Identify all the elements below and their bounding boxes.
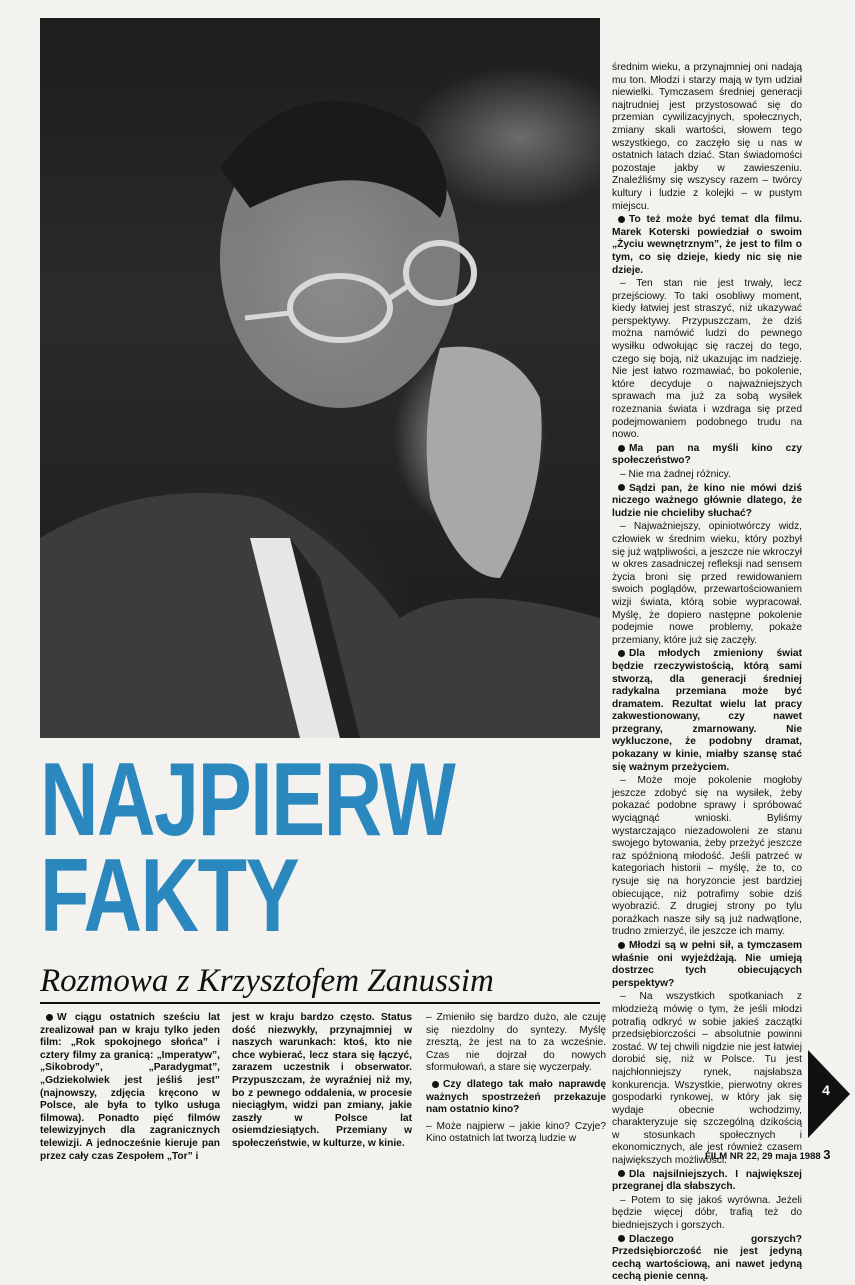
intro-column-1 [40, 1012, 220, 1163]
question-text: Dla najsilniejszych. I największej przegranej dla słabszych. [612, 1168, 802, 1193]
question-text: Dla młodych zmieniony świat będzie rzeczywistością, którą sami stworzą, dla generacji średniej radykalna przemiana może być dramatem. Rezultat wielu lat pracy zakwestionowany, czy nawet przegrany, zmarnowany. Nie wykluczone, że podobny dramat, pokazany w kinie, miałby szansę stać się ważnym przeżyciem. [612, 648, 802, 773]
right-para-7: – Potem to się jakoś wyrówna. Jeżeli będzie więcej dóbr, trafią też do biedniejszych i gorszych. [612, 1194, 802, 1232]
right-question-4 [612, 648, 802, 774]
question-text: Młodzi są w pełni sił, a tymczasem właśnie oni wyjeżdżają. Nie umieją dostrzec tych obiecujących perspektyw? [612, 939, 802, 989]
bullet-icon [618, 650, 625, 657]
bullet-icon [432, 1081, 439, 1088]
right-para-1: średnim wieku, a przynajmniej oni nadają mu ton. Młodzi i starzy mają w tym udział niewielki. Tymczasem średniej generacji najtrudniej jest przystosować się do przemian cywilizacyjnych, społecznych, zmiany skali wartości, słowem tego wszystkiego, co zaczęło się u nas w ostatnich latach dziać. Stan świadomości pozostaje jakby w zawieszeniu. Znaleźliśmy się wszyscy razem – twórcy kultury i ludzie z kolejki – w pustym miejscu. [612, 62, 802, 212]
question-text: Ma pan na myśli kino czy społeczeństwo? [612, 442, 802, 467]
bullet-icon [618, 484, 625, 491]
article-right-column [612, 62, 802, 1285]
bullet-icon [618, 216, 625, 223]
question-text: Dlaczego gorszych? Przedsiębiorczość nie jest jedyną cechą wartościową, ani nawet jedyną cechą pienie cenną. [612, 1233, 802, 1283]
page-tab-number: 4 [822, 1082, 830, 1098]
intro-text-1: W ciągu ostatnich sześciu lat zrealizował pan w kraju tylko jeden film: „Rok spokojnego słońca” i cztery filmy za granicą: „Imperatyw”, „Sikobrody”, „Paradygmat”, „Gdziekolwiek jest jeśliś jest” (najnowszy, zdjęcia kręcono w Polsce, ale była to tylko usługa filmowa). Ponadto pięć filmów telewizyjnych dla zagranicznych telewizji. A jednocześnie kieruje pan przez cały czas Zespołem „Tor” i [40, 1012, 220, 1162]
answer-para-2: – Może najpierw – jakie kino? Czyje? Kino ostatnich lat tworzą ludzie w [426, 1120, 606, 1145]
intro-para-2: jest w kraju bardzo często. Status dość niezwykły, przynajmniej w naszych warunkach: ktoś, kto nie chce wybierać, lecz stara się łączyć, zarazem uczestnik i obserwator. Przypuszczam, że wyraźniej niż my, bo z pewnego oddalenia, w procesie nieciągłym, widzi pan zmiany, jakie zaszły w Polsce lat osiemdziesiątych. Przemiany w społeczeństwie, w kulturze, w kinie. [232, 1012, 412, 1149]
question-para-1 [426, 1079, 606, 1117]
portrait-illustration [40, 18, 600, 738]
right-question-5 [612, 940, 802, 990]
bullet-icon [618, 1235, 625, 1242]
subtitle-rule [40, 1002, 600, 1004]
bullet-icon [618, 942, 625, 949]
right-para-5: – Może moje pokolenie mogłoby jeszcze zdobyć się na wysiłek, żeby pokazać podobne sprawy i spróbować wyciągnąć wnioski. Byliśmy wystarczająco niezadowoleni ze stanu swojego bytowania, żeby przeżyć jeszcze raz spóźnioną młodość. Jeśli patrzeć w kategoriach historii – myślę, że to, co rysuje się na horyzoncie jest bardziej obiecujące, niż potrafimy sobie dziś wyobrazić. Z drugiej strony po tylu porażkach nasze siły są już nadwątlone, trudno zmierzyć, ile jeszcze ich mamy. [612, 775, 802, 938]
right-question-7 [612, 1234, 802, 1284]
intro-para-1 [40, 1012, 220, 1163]
footer-issue: FILM NR 22, 29 maja 1988 [705, 1151, 821, 1162]
right-question-1 [612, 214, 802, 277]
headline-line-2: FAKTY [40, 838, 299, 954]
right-question-2 [612, 443, 802, 468]
article-headline [40, 742, 600, 954]
question-text: Czy dlatego tak mało naprawdę ważnych spostrzeżeń przekazuje nam ostatnio kino? [426, 1078, 606, 1116]
intro-column-2 [232, 1012, 412, 1151]
right-question-6 [612, 1169, 802, 1194]
question-text: To też może być temat dla filmu. Marek Koterski powiedział o swoim „Życiu wewnętrznym”, że jest to film o tym, co się dzieje, kiedy nic się nie dzieje. [612, 214, 802, 276]
right-para-2: – Ten stan nie jest trwały, lecz przejściowy. To taki osobliwy moment, kiedy łatwiej jest straszyć, niż ukazywać perspektywy. Przypuszczam, że dziś można namówić ludzi do pewnego wysiłku odwołując się raczej do tego, czego się boją, niż ukazując im nadzieję. Nie jest łatwo rozmawiać, bo pokolenie, które decyduje o najważniejszych sprawach ma już za sobą wysiłek rozeznania świata i wzdraga się przed podejmowaniem podobnego trudu na nowo. [612, 278, 802, 441]
article-subtitle: Rozmowa z Krzysztofem Zanussim [40, 963, 494, 999]
question-text: Sądzi pan, że kino nie mówi dziś niczego ważnego głównie dlatego, że ludzie nie chcieliby słuchać? [612, 482, 802, 519]
bullet-icon [618, 1170, 625, 1177]
right-question-3 [612, 483, 802, 521]
portrait-photo [40, 18, 600, 738]
bullet-icon [618, 445, 625, 452]
right-para-6: – Na wszystkich spotkaniach z młodzieżą mówię o tym, że jeśli młodzi potrafią odkryć w sobie jakieś zaczątki przedsiębiorczości – absolutnie powinni zostać. W tej chwili nigdzie nie jest łatwiej dorobić się, niż w Polsce. Tu jest najchłonniejszy rynek, najsłabsza konkurencja. Wszystkie, pierwotny okres gospodarki rynkowej, w który jak się wydaje obecnie wchodzimy, charakteryzuje się szczególną dzikością w stosunkach społecznych i ekonomicznych, ale jest również czasem największych możliwości. [612, 991, 802, 1167]
right-para-3: – Nie ma żadnej różnicy. [620, 469, 731, 480]
footer-page-number: 3 [823, 1147, 831, 1162]
page-footer [705, 1147, 831, 1162]
answer-para-1: – Zmieniło się bardzo dużo, ale czuję się niezdolny do syntezy. Myślę zresztą, że jest na to za wcześnie. Czas nie dojrzał do nowych sformułowań, a stare się wyczerpały. [426, 1012, 606, 1074]
intro-column-3 [426, 1012, 606, 1146]
headline-line-1: NAJPIERW [40, 742, 455, 858]
bullet-icon [46, 1014, 53, 1021]
right-para-4: – Najważniejszy, opiniotwórczy widz, człowiek w średnim wieku, który pozbył się już wątpliwości, a jeszcze nie wkroczył w okres zasadniczej refleksji nad sensem życia broni się przed rewidowaniem swoich poglądów, przewartościowaniem wizji świata, którą sobie wypracował. Myślę, że dopiero następne pokolenie podejmie nowe problemy, pokaże przemiany, które już się zaczęły. [612, 521, 802, 646]
